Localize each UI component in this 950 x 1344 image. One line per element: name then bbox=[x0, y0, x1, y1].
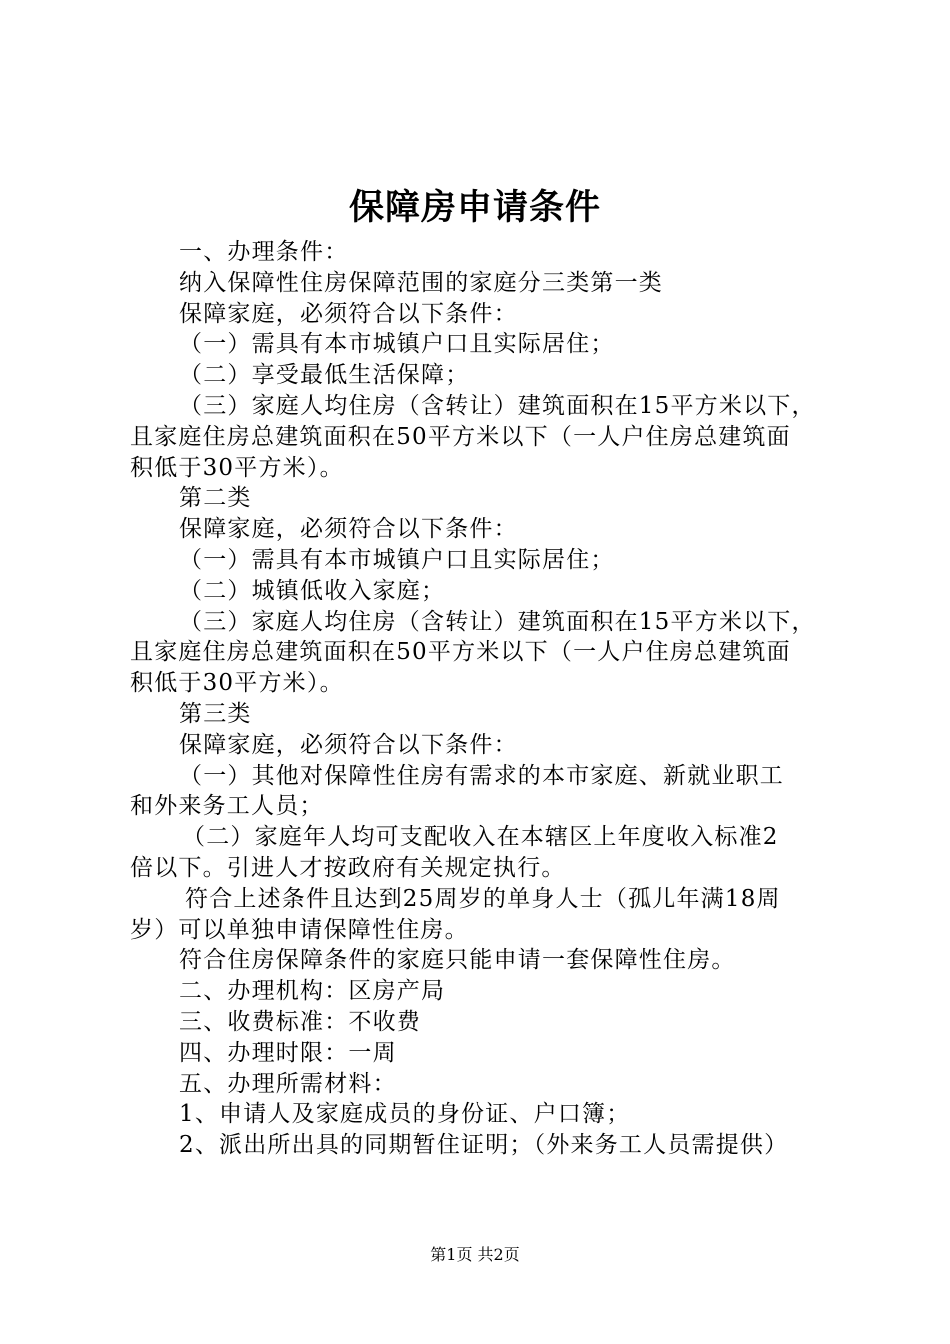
text-line: （一）其他对保障性住房有需求的本市家庭、新就业职工 bbox=[179, 762, 784, 789]
text-line: 保障家庭，必须符合以下条件： bbox=[179, 516, 518, 543]
document-title: 保障房申请条件 bbox=[348, 188, 601, 228]
text-line: （二）享受最低生活保障； bbox=[179, 362, 470, 389]
text-line: 纳入保障性住房保障范围的家庭分三类第一类 bbox=[179, 269, 663, 296]
text-line: 积低于30平方米）。 bbox=[130, 670, 344, 697]
text-line: 积低于30平方米）。 bbox=[130, 454, 344, 481]
text-line: （三）家庭人均住房（含转让）建筑面积在15平方米以下， bbox=[179, 392, 816, 419]
text-line: 一、办理条件： bbox=[179, 239, 349, 265]
text-line: 倍以下。引进人才按政府有关规定执行。 bbox=[130, 854, 566, 881]
text-line: （一）需具有本市城镇户口且实际居住； bbox=[179, 331, 615, 358]
text-line: 五、办理所需材料： bbox=[179, 1070, 397, 1097]
text-line: 和外来务工人员； bbox=[130, 793, 324, 820]
text-line: 保障家庭，必须符合以下条件： bbox=[179, 731, 518, 758]
text-line: 符合住房保障条件的家庭只能申请一套保障性住房。 bbox=[179, 947, 736, 974]
text-line: 第二类 bbox=[179, 485, 252, 512]
text-line: （二）家庭年人均可支配收入在本辖区上年度收入标准2 bbox=[182, 824, 779, 851]
text-line: 1、申请人及家庭成员的身份证、户口簿； bbox=[179, 1101, 631, 1128]
text-line: （三）家庭人均住房（含转让）建筑面积在15平方米以下， bbox=[179, 608, 816, 635]
text-line: 2、派出所出具的同期暂住证明；（外来务工人员需提供） bbox=[179, 1132, 789, 1159]
text-line: 四、办理时限：一周 bbox=[179, 1039, 397, 1066]
text-line: 三、收费标准：不收费 bbox=[179, 1008, 421, 1035]
document-body bbox=[130, 237, 835, 1161]
text-line: 二、办理机构：区房产局 bbox=[179, 978, 446, 1005]
text-line: （一）需具有本市城镇户口且实际居住； bbox=[179, 546, 615, 573]
text-line: 且家庭住房总建筑面积在50平方米以下（一人户住房总建筑面 bbox=[130, 639, 791, 666]
text-line: 第三类 bbox=[179, 700, 252, 727]
text-line: 符合上述条件且达到25周岁的单身人士（孤儿年满18周 bbox=[185, 885, 781, 912]
text-line: 保障家庭，必须符合以下条件： bbox=[179, 300, 518, 327]
page-footer: 第1页 共2页 bbox=[430, 1245, 520, 1264]
text-line: （二）城镇低收入家庭； bbox=[179, 577, 446, 604]
text-line: 且家庭住房总建筑面积在50平方米以下（一人户住房总建筑面 bbox=[130, 423, 791, 450]
text-line: 岁）可以单独申请保障性住房。 bbox=[130, 916, 469, 943]
